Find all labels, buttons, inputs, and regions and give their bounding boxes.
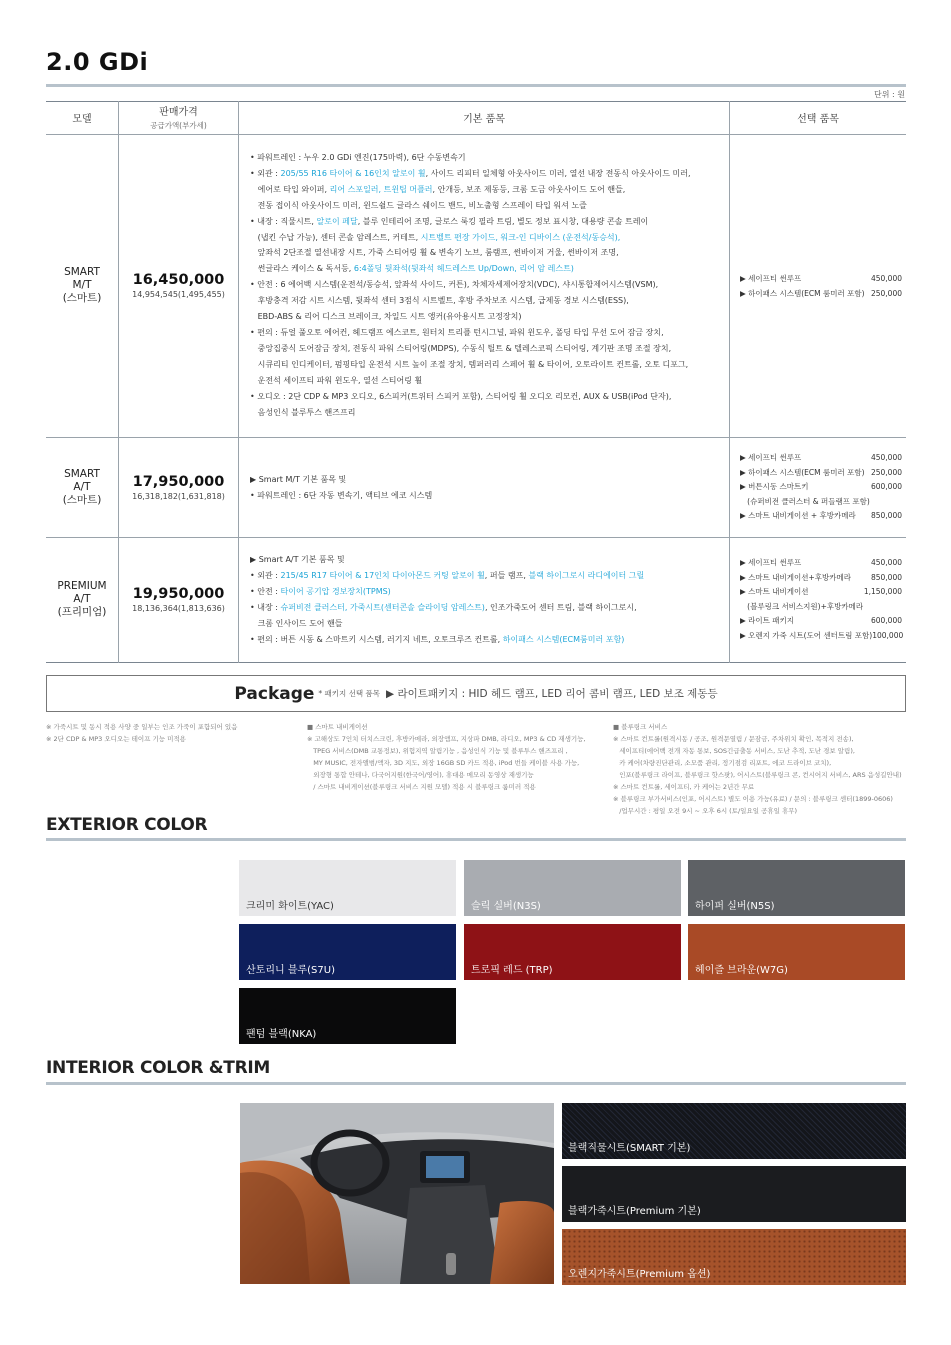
price-cell bbox=[119, 437, 238, 537]
note-line: ※ 2단 CDP & MP3 오디오는 테이프 기능 미적용 bbox=[46, 735, 186, 743]
option-item: ▶ 스마트 내비게이션 + 후방카메라 850,000 bbox=[740, 511, 902, 520]
trim-swatch bbox=[562, 1166, 906, 1222]
model-cell bbox=[46, 134, 118, 437]
option-item: ▶ 라이트 패키지 600,000 bbox=[740, 616, 902, 625]
note-line: ※ 스마트 컨트롤, 세이프티, 카 케어는 2년간 무료 bbox=[613, 783, 755, 791]
note-line: / 스마트 내비게이션(블루링크 서비스 지원 모델) 적용 시 블루링크 룸미러 적용 bbox=[307, 783, 536, 791]
color-swatch-label: 슬릭 실버(N3S) bbox=[471, 901, 541, 912]
basic-item-line: • 외관 : 215/45 R17 타이어 & 17인치 다이아몬드 커팅 알로이 휠, 퍼들 램프, 블랙 하이그로시 라디에이터 그릴 bbox=[250, 570, 645, 580]
option-item: ▶ 세이프티 썬루프 450,000 bbox=[740, 453, 902, 462]
page-title: 2.0 GDi bbox=[46, 48, 149, 76]
color-swatch bbox=[464, 924, 681, 980]
model-text: A/T bbox=[73, 593, 91, 605]
option-items bbox=[740, 451, 902, 524]
basic-item-line: 운전석 세이프티 파워 윈도우, 열선 스티어링 휠 bbox=[250, 375, 423, 385]
trim-swatch-label: 블랙직물시트(SMART 기본) bbox=[568, 1143, 691, 1154]
note-line: 외장형 통합 안테나, 다국어지원(한국어/영어), 휴대용 메모리 동영상 재생기능 bbox=[307, 771, 534, 779]
note-line: ■ 블루링크 서비스 bbox=[613, 723, 668, 731]
basic-item-line: ▶ Smart A/T 기본 품목 및 bbox=[250, 555, 345, 564]
note-line: TPEG 서비스(DMB 교통정보), 위험지역 알림기능 , 음성인식 기능 및 블루투스 핸즈프리 , bbox=[307, 747, 568, 755]
notes-col2 bbox=[307, 721, 586, 793]
basic-item-line: 전동 접이식 아웃사이드 미러, 윈드쉴드 글라스 쉐이드 밴드, 비노출형 스프레이 타입 워셔 노즐 bbox=[250, 200, 587, 210]
color-swatch-label: 팬텀 블랙(NKA) bbox=[246, 1029, 317, 1040]
basic-item-line: 앞좌석 2단조절 열선내장 시트, 가죽 스티어링 휠 & 변속기 노브, 룸램프, 썬바이저 거울, 썬바이저 조명, bbox=[250, 248, 619, 258]
option-items bbox=[740, 272, 902, 301]
price-supply: 18,136,364(1,813,636) bbox=[132, 604, 225, 613]
trim-swatch-label: 블랙가죽시트(Premium 기본) bbox=[568, 1206, 701, 1217]
basic-item-line: • 오디오 : 2단 CDP & MP3 오디오, 6스피커(트위터 스피커 포함), 스티어링 휠 오디오 리모컨, AUX & USB(iPod 단자), bbox=[250, 391, 672, 401]
basic-item-line: • 안전 : 타이어 공기압 경보장치(TPMS) bbox=[250, 586, 391, 596]
option-item: ▶ 버튼시동 스마트키 600,000 bbox=[740, 482, 902, 491]
header-price: 판매가격 공급가액(부가세) bbox=[150, 107, 207, 130]
header-options: 선택 품목 bbox=[797, 113, 839, 125]
trim-swatch bbox=[562, 1229, 906, 1285]
package-sub: * 패키지 선택 품목 bbox=[318, 689, 381, 698]
title-rule bbox=[46, 84, 906, 87]
basic-item-line: • 편의 : 듀얼 풀오토 에어컨, 헤드램프 에스코트, 원터치 트리플 턴시그널, 파워 윈도우, 폴딩 타입 무선 도어 잠금 장치, bbox=[250, 327, 664, 337]
basic-item-line: • 외관 : 205/55 R16 타이어 & 16인치 알로이 휠, 사이드 리피터 일체형 아웃사이드 미러, 열선 내장 전동식 아웃사이드 미러, bbox=[250, 168, 691, 178]
unit-label: 단위 : 원 bbox=[874, 90, 905, 99]
note-line: MY MUSIC, 전자앨범/액자, 3D 지도, 외장 16GB SD 카드 적용, iPod 번들 케이블 사용 가능, bbox=[307, 759, 580, 767]
option-item: ▶ 세이프티 썬루프 450,000 bbox=[740, 558, 902, 567]
model-cell bbox=[46, 537, 118, 662]
exterior-title: EXTERIOR COLOR bbox=[46, 815, 208, 835]
option-item: (슈퍼비전 클러스터 & 퍼들램프 포함) bbox=[740, 496, 870, 506]
interior-rule bbox=[46, 1082, 906, 1085]
color-swatch bbox=[688, 860, 905, 916]
notes-col1 bbox=[46, 721, 237, 745]
color-swatch bbox=[688, 924, 905, 980]
interior-photo bbox=[240, 1103, 554, 1284]
header-model: 모델 bbox=[72, 113, 92, 125]
basic-item-line: EBD-ABS & 리어 디스크 브레이크, 차일드 시트 앵커(유아용시트 고정장치) bbox=[250, 312, 522, 322]
color-swatch-label: 하이퍼 실버(N5S) bbox=[695, 901, 775, 912]
model-text: (스마트) bbox=[62, 292, 102, 304]
price-table bbox=[46, 101, 906, 664]
basic-items bbox=[250, 472, 730, 504]
note-line: ■ 스마트 내비게이션 bbox=[307, 723, 368, 731]
model-text: A/T bbox=[73, 480, 91, 493]
basic-item-line: • 편의 : 버튼 시동 & 스마트키 시스템, 러기지 네트, 오토크루즈 컨트롤, 하이패스 시스템(ECM룸미러 포함) bbox=[250, 634, 625, 644]
basic-item-line: 시큐리티 인디케이터, 펌핑타입 운전석 시트 높이 조절 장치, 템퍼러리 스페어 휠 & 타이어, 오토라이트 컨트롤, 오토 디포그, bbox=[250, 359, 689, 369]
price-cell bbox=[119, 134, 238, 437]
basic-item-line: • 파워트레인 : 6단 자동 변속기, 액티브 에코 시스템 bbox=[250, 490, 433, 500]
option-item: (블루링크 서비스지원)+후방카메라 bbox=[740, 601, 864, 611]
basic-item-line: 에어로 타입 와이퍼, 리어 스포일러, 트윈팁 머플러, 안개등, 보조 제동등, 크롬 도금 아웃사이드 도어 핸들, bbox=[250, 184, 626, 194]
option-item: ▶ 세이프티 썬루프 450,000 bbox=[740, 274, 902, 283]
price-value: 19,950,000 bbox=[132, 586, 225, 602]
basic-item-line: 크롬 인사이드 도어 핸들 bbox=[250, 618, 343, 628]
price-value: 16,450,000 bbox=[132, 272, 225, 288]
option-item: ▶ 오렌지 가죽 시트(도어 센터트림 포함) 100,000 bbox=[740, 630, 904, 640]
color-swatch-label: 크리미 화이트(YAC) bbox=[246, 901, 334, 912]
note-line: ※ 고해상도 7인치 터치스크린, 후방카메라, 외장앰프, 지상파 DMB, 라디오, MP3 & CD 재생기능, bbox=[307, 735, 586, 743]
basic-items bbox=[250, 150, 730, 420]
price-supply: 16,318,182(1,631,818) bbox=[132, 491, 225, 501]
model-text: SMART bbox=[64, 467, 100, 480]
basic-items bbox=[250, 552, 730, 647]
color-swatch bbox=[464, 860, 681, 916]
color-swatch-label: 헤이즐 브라운(W7G) bbox=[695, 965, 788, 976]
option-item: ▶ 스마트 내비게이션+후방카메라 850,000 bbox=[740, 572, 902, 582]
basic-item-line: • 안전 : 6 에어백 시스템(운전석/동승석, 앞좌석 사이드, 커튼), 차체자세제어장치(VDC), 샤시통합제어시스템(VSM), bbox=[250, 280, 659, 290]
model-text: M/T bbox=[72, 279, 92, 291]
price-value: 17,950,000 bbox=[132, 473, 225, 490]
exterior-rule bbox=[46, 838, 906, 841]
model-text: (프리미엄) bbox=[57, 606, 107, 618]
basic-item-line: • 내장 : 슈퍼비전 클러스터, 가죽시트(센터콘솔 슬라이딩 암레스트), 인조가죽도어 센터 트림, 블랙 하이그로시, bbox=[250, 602, 637, 612]
note-line: 카 케어(차량진단관리, 소모품 관리, 정기점검 리포트, 에코 드라이브 코치), bbox=[613, 759, 832, 767]
trim-swatch bbox=[562, 1103, 906, 1159]
option-item: ▶ 하이패스 시스템(ECM 룸미러 포함) 250,000 bbox=[740, 288, 902, 298]
note-line: 세이프티(에어백 전개 자동 통보, SOS긴급출동 서비스, 도난 추적, 도난 경보 알림), bbox=[613, 747, 855, 755]
color-swatch bbox=[239, 988, 456, 1044]
color-swatch bbox=[239, 860, 456, 916]
model-text: (스마트) bbox=[62, 493, 102, 506]
note-line: ※ 스마트 컨트롤(원격시동 / 공조, 원격문열림 / 문잠금, 주차위치 확인, 목적지 전송), bbox=[613, 735, 854, 743]
package-box bbox=[46, 675, 906, 712]
model-cell bbox=[46, 437, 118, 537]
basic-item-line: • 파워트레인 : 누우 2.0 GDi 엔진(175마력), 6단 수동변속기 bbox=[250, 153, 466, 162]
package-desc: ▶ 라이트패키지 : HID 헤드 램프, LED 리어 콤비 램프, LED 보조 제동등 bbox=[386, 688, 718, 700]
basic-item-line: (냅킨 수납 가능), 센터 콘솔 암레스트, 커테트, 시트벨트 편장 가이드, 워크-인 디바이스 (운전석/동승석), bbox=[250, 232, 621, 242]
basic-item-line: 중앙집중식 도어잠금 장치, 전동식 파워 스티어링(MDPS), 수동식 틸트 & 텔레스코픽 스티어링, 계기판 조명 조절 장치, bbox=[250, 343, 672, 353]
option-item: ▶ 스마트 내비게이션 1,150,000 bbox=[740, 587, 902, 596]
color-swatch-label: 트로픽 레드 (TRP) bbox=[471, 965, 553, 976]
package-title: Package bbox=[234, 683, 315, 704]
basic-item-line: 음성인식 블루투스 핸즈프리 bbox=[250, 407, 356, 417]
note-line: /업무시간 : 평일 오전 9시 ~ 오후 6시 (토/일요일 공휴일 휴무) bbox=[613, 807, 798, 815]
basic-item-line: 썬글라스 케이스 & 독서등, 6:4폴딩 뒷좌석(뒷좌석 헤드레스트 Up/Down, 리어 암 레스트) bbox=[250, 264, 574, 274]
trim-swatch-label: 오렌지가죽시트(Premium 옵션) bbox=[568, 1269, 711, 1280]
option-items bbox=[740, 556, 902, 643]
color-swatch-label: 산토리니 블루(S7U) bbox=[246, 965, 335, 976]
header-basic: 기본 품목 bbox=[463, 113, 505, 125]
basic-item-line: ▶ Smart M/T 기본 품목 및 bbox=[250, 475, 347, 484]
note-line: 인포(블루링크 라이프, 블루링크 핫스팟), 어시스트(블루링크 콘, 컨시어지 서비스, ARS 음성길안내) bbox=[613, 771, 902, 779]
car-interior-illustration bbox=[240, 1103, 554, 1284]
model-text: SMART bbox=[64, 266, 100, 278]
interior-title: INTERIOR COLOR &TRIM bbox=[46, 1058, 271, 1078]
model-text: PREMIUM bbox=[57, 580, 107, 592]
note-line: ※ 블루링크 부가서비스(인포, 어시스트) 별도 이용 가능(유료) / 문의 : 블루링크 센터(1899-0606) bbox=[613, 795, 893, 803]
price-supply: 14,954,545(1,495,455) bbox=[132, 290, 225, 299]
option-item: ▶ 하이패스 시스템(ECM 룸미러 포함) 250,000 bbox=[740, 467, 902, 477]
note-line: ※ 가죽시트 및 동시 적용 사양 중 일부는 인조 가죽이 포함되어 있음 bbox=[46, 723, 238, 731]
price-cell bbox=[119, 537, 238, 662]
color-swatch bbox=[239, 924, 456, 980]
basic-item-line: 후방충격 저감 시트 시스템, 뒷좌석 센터 3점식 시트벨트, 후방 주차보조 시스템, 급제동 경보 시스템(ESS), bbox=[250, 296, 629, 306]
basic-item-line: • 내장 : 직물시트, 알로이 페달, 블루 인테리어 조명, 글로스 룩킹 필라 트림, 별도 정보 표시창, 대용량 콘솔 트레이 bbox=[250, 216, 649, 226]
notes-col3 bbox=[613, 721, 902, 817]
